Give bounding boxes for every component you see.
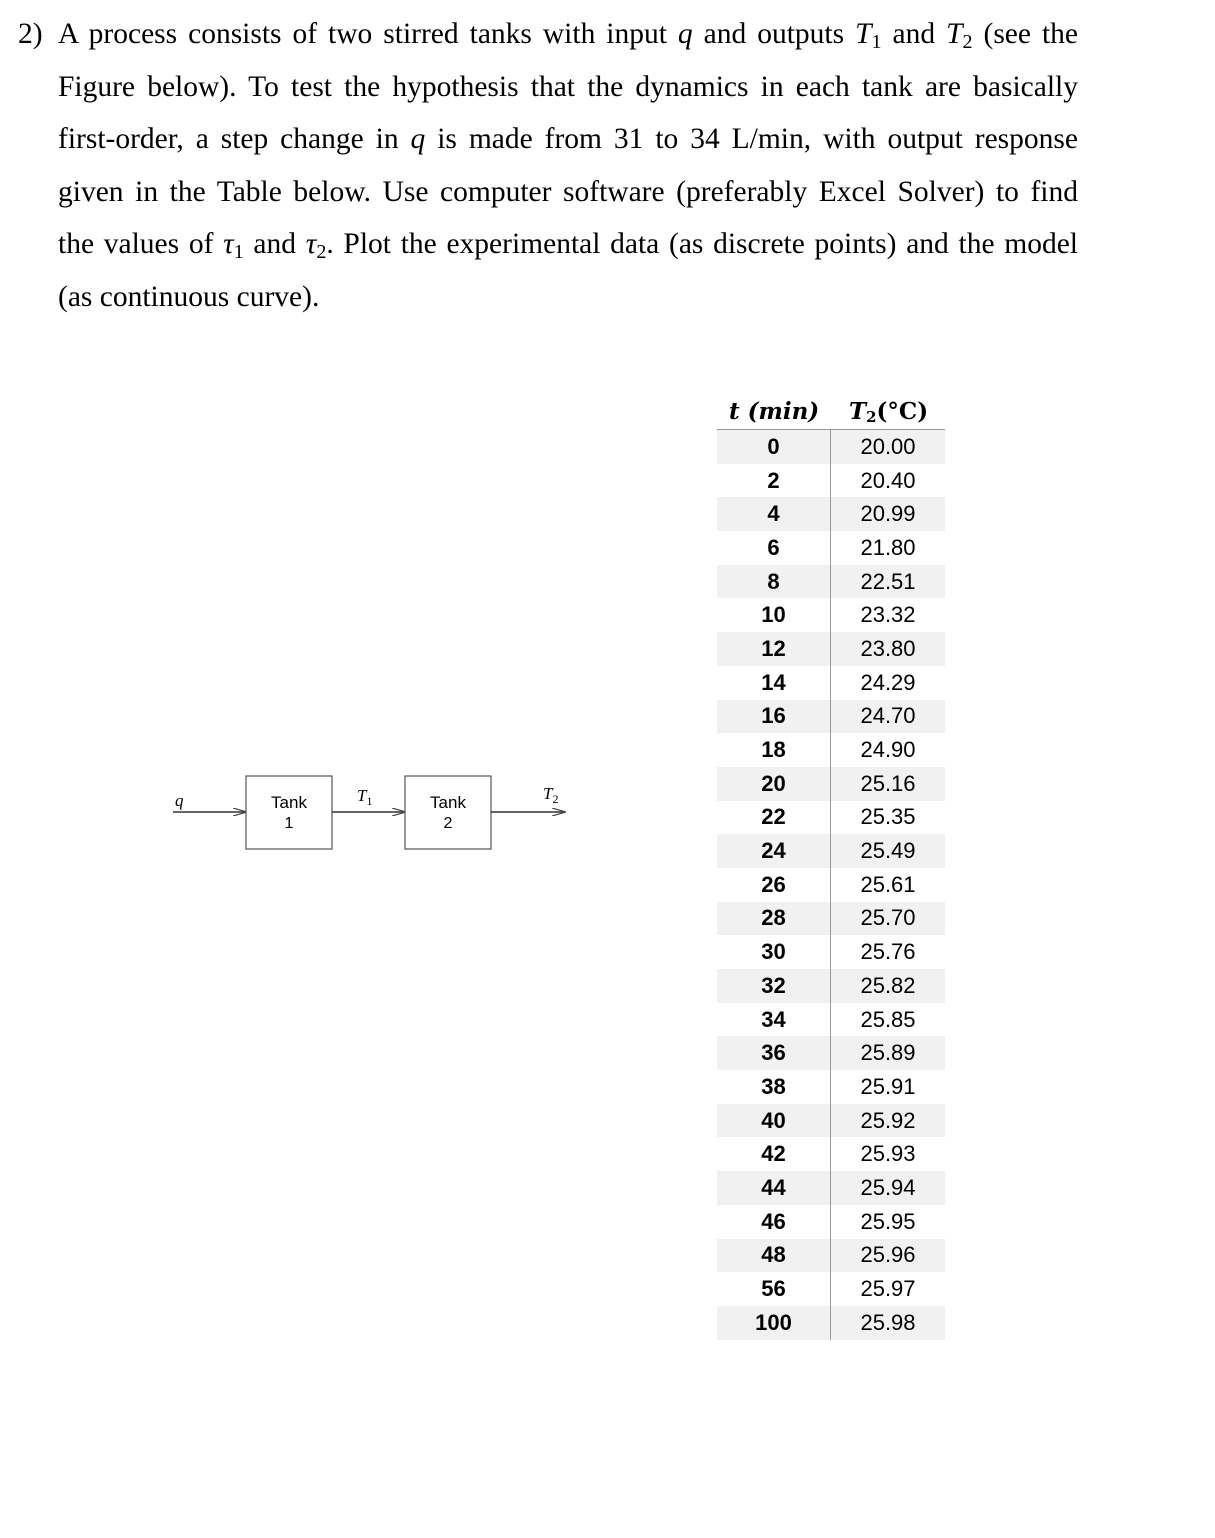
problem-line: (as continuous curve). [58, 280, 320, 313]
time-cell: 44 [717, 1171, 831, 1205]
table-row [717, 1205, 945, 1239]
problem-text [58, 8, 1078, 324]
table-row [717, 598, 945, 632]
temperature-cell: 25.97 [831, 1272, 946, 1306]
table-row [717, 969, 945, 1003]
time-cell: 8 [717, 565, 831, 599]
tank-2-number: 2 [443, 815, 453, 832]
time-cell: 40 [717, 1104, 831, 1138]
time-cell: 4 [717, 497, 831, 531]
temperature-cell: 25.82 [831, 969, 946, 1003]
table-row [717, 868, 945, 902]
temperature-cell: 24.29 [831, 666, 946, 700]
tank-2-box [405, 776, 491, 849]
time-cell: 46 [717, 1205, 831, 1239]
temperature-cell: 25.49 [831, 834, 946, 868]
temperature-cell: 22.51 [831, 565, 946, 599]
table-header [717, 392, 945, 430]
table-row [717, 1171, 945, 1205]
time-cell: 18 [717, 733, 831, 767]
time-cell: 24 [717, 834, 831, 868]
problem-line: the values of $\tau_1$ and $\tau_2$. Plot the experimental data (as discrete points) and the model [58, 228, 1078, 264]
table-row [717, 1272, 945, 1306]
response-data-table [717, 392, 945, 1340]
time-cell: 20 [717, 767, 831, 801]
problem-line: Figure below). To test the hypothesis that the dynamics in each tank are basically [58, 70, 1078, 103]
temperature-cell: 25.76 [831, 935, 946, 969]
temperature-cell: 25.61 [831, 868, 946, 902]
time-cell: 22 [717, 801, 831, 835]
time-cell: 100 [717, 1306, 831, 1340]
problem-line: first-order, a step change in q is made from 31 to 34 L/min, with output response [58, 123, 1078, 156]
temperature-cell: 20.99 [831, 497, 946, 531]
header-temperature: $T_2(^\circ C)$ [849, 398, 929, 426]
table-row [717, 1036, 945, 1070]
table-row [717, 1306, 945, 1340]
table-row [717, 700, 945, 734]
temperature-cell: 25.35 [831, 801, 946, 835]
data-table-body [717, 430, 945, 1340]
table-row [717, 801, 945, 835]
two-tank-diagram [160, 760, 580, 870]
time-cell: 56 [717, 1272, 831, 1306]
tank-1-number: 1 [284, 815, 294, 832]
time-cell: 14 [717, 666, 831, 700]
time-cell: 48 [717, 1239, 831, 1273]
table-row [717, 767, 945, 801]
table-row [717, 464, 945, 498]
problem-line: given in the Table below. Use computer software (preferably Excel Solver) to find [58, 175, 1078, 208]
time-cell: 0 [717, 430, 831, 464]
output-label-t1: $T_1$ [357, 786, 373, 808]
time-cell: 16 [717, 700, 831, 734]
temperature-cell: 21.80 [831, 531, 946, 565]
table-row [717, 666, 945, 700]
temperature-cell: 23.32 [831, 598, 946, 632]
time-cell: 38 [717, 1070, 831, 1104]
time-cell: 30 [717, 935, 831, 969]
table-row [717, 1137, 945, 1171]
header-rule [717, 429, 945, 430]
time-cell: 12 [717, 632, 831, 666]
time-cell: 10 [717, 598, 831, 632]
time-cell: 42 [717, 1137, 831, 1171]
table-row [717, 531, 945, 565]
problem-number: 2) [18, 18, 43, 50]
time-cell: 34 [717, 1003, 831, 1037]
temperature-cell: 20.40 [831, 464, 946, 498]
temperature-cell: 24.90 [831, 733, 946, 767]
input-label-q: q [175, 791, 184, 810]
output-label-t2: $T_2$ [543, 784, 559, 806]
temperature-cell: 25.89 [831, 1036, 946, 1070]
problem-statement [18, 8, 1078, 324]
temperature-cell: 25.95 [831, 1205, 946, 1239]
time-cell: 2 [717, 464, 831, 498]
table-row [717, 935, 945, 969]
table-row [717, 902, 945, 936]
problem-line: A process consists of two stirred tanks with input q and outputs $T_1$ and $T_2$ (see the [58, 18, 1079, 53]
time-cell: 6 [717, 531, 831, 565]
temperature-cell: 25.94 [831, 1171, 946, 1205]
table-row [717, 733, 945, 767]
time-cell: 36 [717, 1036, 831, 1070]
time-cell: 28 [717, 902, 831, 936]
temperature-cell: 24.70 [831, 700, 946, 734]
tank-2-label: Tank [430, 793, 466, 812]
table-row [717, 1070, 945, 1104]
temperature-cell: 25.96 [831, 1239, 946, 1273]
temperature-cell: 23.80 [831, 632, 946, 666]
temperature-cell: 25.70 [831, 902, 946, 936]
process-flow-diagram [160, 760, 580, 870]
temperature-cell: 25.93 [831, 1137, 946, 1171]
temperature-cell: 20.00 [831, 430, 946, 464]
time-cell: 26 [717, 868, 831, 902]
table-row [717, 834, 945, 868]
table-row [717, 1104, 945, 1138]
temperature-cell: 25.92 [831, 1104, 946, 1138]
header-time: t (min) [729, 398, 820, 425]
tank-1-box [246, 776, 332, 849]
table-row [717, 430, 945, 464]
table-row [717, 497, 945, 531]
table-row [717, 1239, 945, 1273]
temperature-cell: 25.91 [831, 1070, 946, 1104]
time-cell: 32 [717, 969, 831, 1003]
tank-1-label: Tank [271, 793, 307, 812]
table-row [717, 1003, 945, 1037]
temperature-cell: 25.85 [831, 1003, 946, 1037]
temperature-cell: 25.16 [831, 767, 946, 801]
temperature-cell: 25.98 [831, 1306, 946, 1340]
table-row [717, 632, 945, 666]
table-row [717, 565, 945, 599]
